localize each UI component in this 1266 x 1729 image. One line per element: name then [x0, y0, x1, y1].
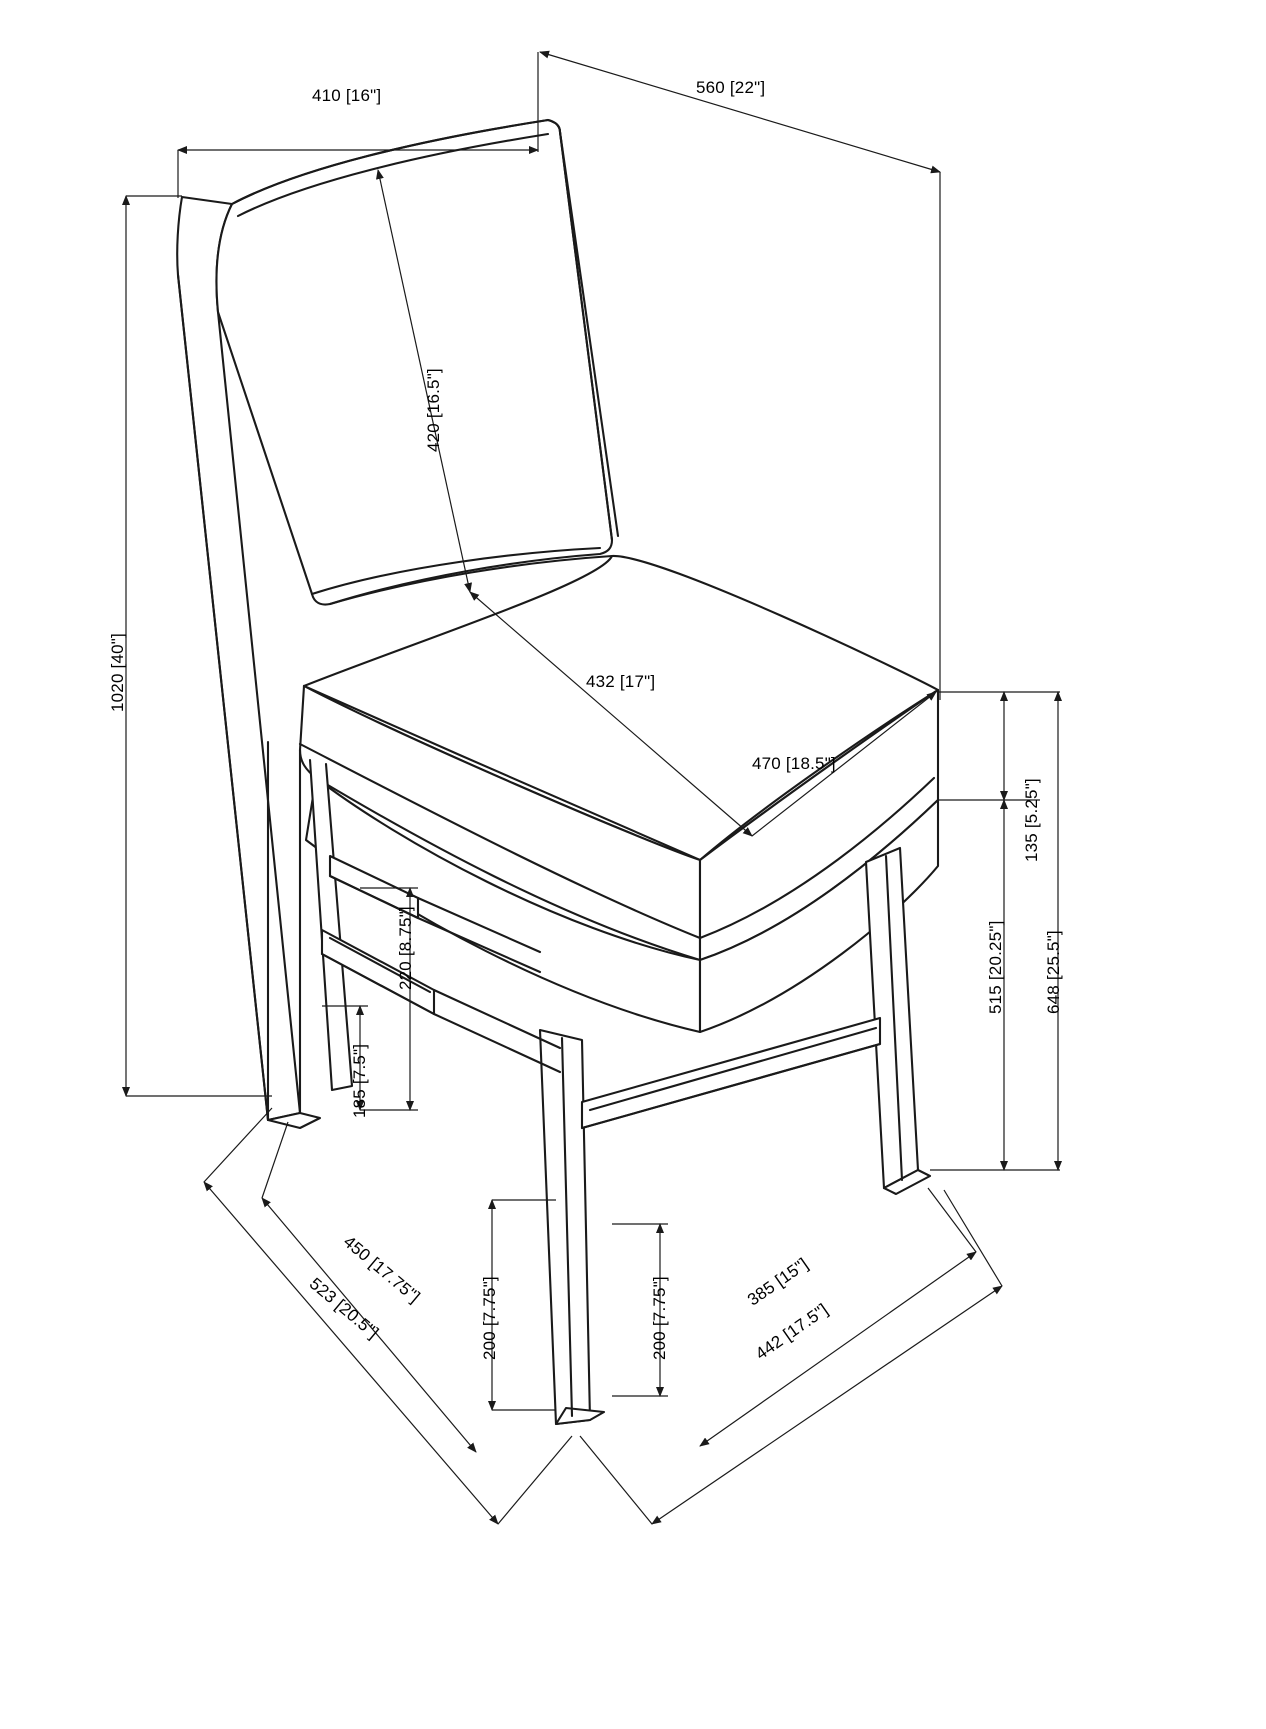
dim-leg-offset-right: 200 [7.75"] [650, 1276, 669, 1360]
dim-overall-height: 1020 [40"] [108, 633, 127, 712]
dim-seat-top-height: 648 [25.5"] [1044, 930, 1063, 1014]
dim-leg-offset-left: 200 [7.75"] [480, 1276, 499, 1360]
dim-stretcher-height-lower: 185 [7.5"] [350, 1043, 369, 1118]
dim-foot-spread-width: 385 [15"] [744, 1254, 812, 1310]
dim-seat-cushion-thickness: 135 [5.25"] [1022, 778, 1041, 862]
dim-seat-width: 470 [18.5"] [752, 754, 836, 773]
dim-foot-spread-width-outer: 442 [17.5"] [752, 1299, 832, 1364]
dim-back-height: 420 [16.5"] [424, 368, 443, 452]
dim-stretcher-height-upper: 220 [8.75"] [396, 906, 415, 990]
dim-foot-spread-depth-outer: 523 [20.5"] [305, 1274, 383, 1343]
dim-seat-height: 515 [20.25"] [986, 920, 1005, 1014]
dim-back-width-top: 410 [16"] [312, 86, 382, 105]
dim-seat-depth-overall: 560 [22"] [696, 78, 766, 97]
dim-foot-spread-depth: 450 [17.75"] [339, 1232, 424, 1307]
dim-seat-diagonal: 432 [17"] [586, 672, 656, 691]
